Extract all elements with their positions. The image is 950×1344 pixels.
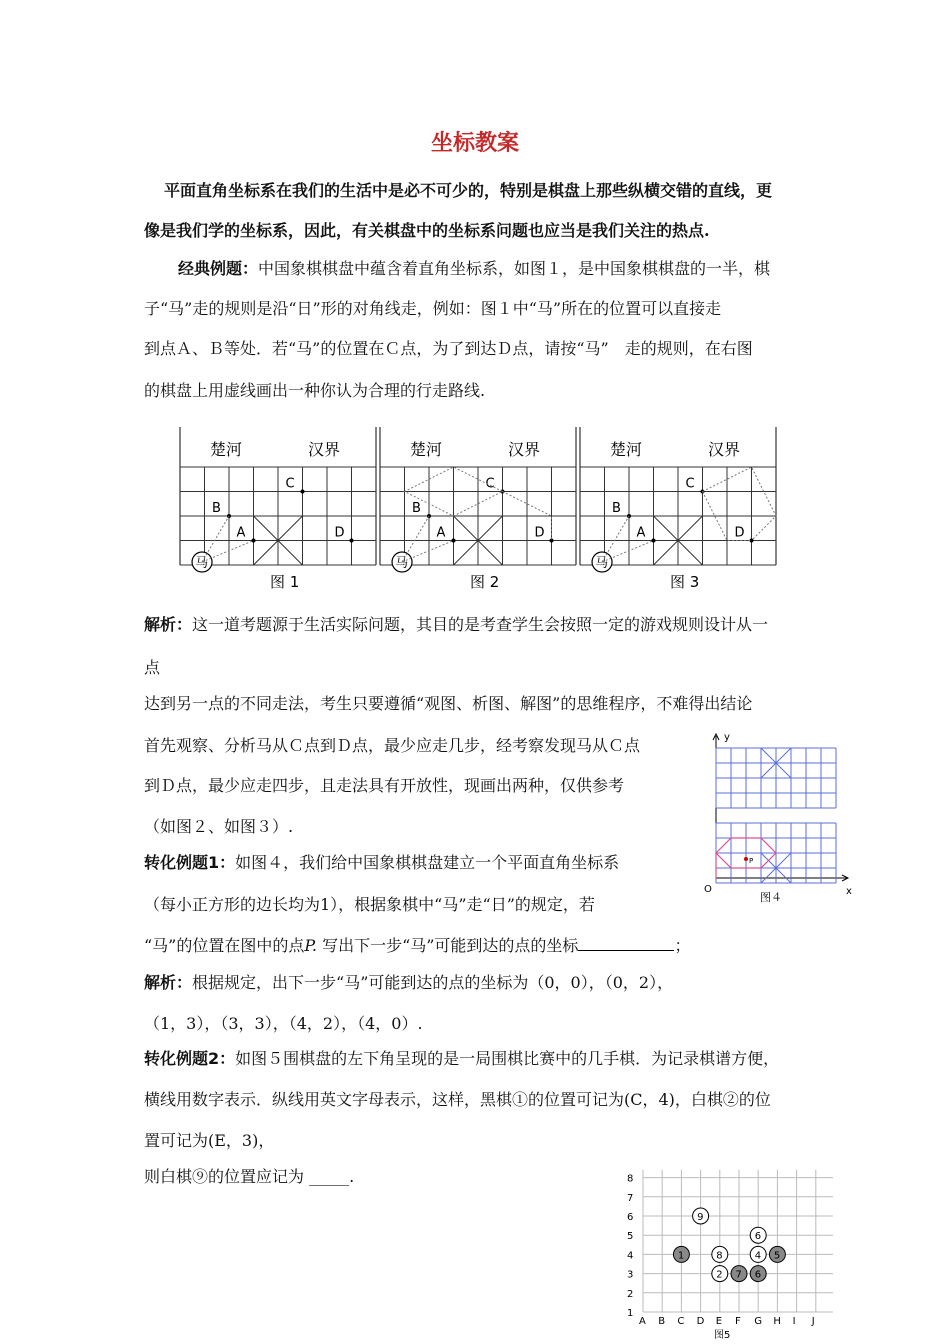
horse-move-path [402,541,453,563]
intro-line-2: 像是我们学的坐标系，因此，有关棋盘中的坐标系问题也应当是我们关注的热点. [144,221,710,240]
transform1-text-3a: “马”的位置在图中的点 [144,936,305,955]
transform1-line-2: （每小正方形的边长均为1），根据象棋中“马”走“日”的规定，若 [144,895,595,914]
transform2-line-4: 则白棋⑨的位置应记为 _____. [144,1167,355,1186]
row-label: 5 [627,1231,634,1243]
horse-piece-label: 马 [195,556,209,571]
point-label-b: B [412,501,421,516]
figure-4-label: 图４ [760,891,782,904]
transform2-line-1 [144,1046,779,1069]
intro-line-1: 平面直角坐标系在我们的生活中是必不可少的，特别是棋盘上那些纵横交错的直线，更 [164,181,773,200]
example-line-1 [178,256,770,279]
point-label-d: D [734,525,745,541]
column-label: C [677,1316,685,1327]
go-stone-number: 7 [735,1269,742,1281]
chess-board-2 [380,427,576,591]
point-label-a: A [436,525,446,541]
row-label: 1 [627,1308,634,1319]
analysis2-line-2: （1，3），（3，3），（4，2），（4，0）. [144,1014,423,1033]
point-p-label: P. [304,936,317,955]
page-title: 坐标教案 [430,131,519,156]
go-stone-number: 9 [697,1212,704,1223]
go-stone-number: 2 [716,1269,723,1281]
column-label: F [735,1316,741,1327]
analysis2-line-1 [144,970,673,993]
point-label-b: B [212,501,221,516]
transform2-line-2: 横线用数字表示．纵线用英文字母表示，这样，黑棋①的位置可记为(C，4)，白棋②的位 [144,1090,771,1109]
chess-boards-figure [170,425,790,600]
y-axis-label: y [724,732,730,743]
analysis2-text-1: 根据规定，出下一步“马”可能到达的点的坐标为（0，0），（0，2）， [192,973,674,992]
border-label: 汉界 [308,440,341,459]
go-stone-number: 5 [773,1250,781,1262]
point-label-d: D [534,525,545,541]
origin-label: O [704,884,712,895]
column-label: E [715,1316,723,1327]
transform1-line-3 [144,933,690,956]
x-axis-label: x [846,886,852,897]
go-stone-number: 4 [754,1250,762,1262]
point-label-c: C [485,476,495,492]
figure-label: 图 1 [270,573,300,591]
transform2-line-3: 置可记为(E，3)， [144,1131,275,1150]
river-label: 楚河 [610,440,643,459]
go-stone-number: 1 [677,1250,685,1262]
point-c [301,490,305,494]
go-stone-number: 8 [716,1250,723,1262]
row-label: 6 [627,1212,634,1223]
example-text-1: 中国象棋棋盘中蕴含着直角坐标系，如图１，是中国象棋棋盘的一半，棋 [258,259,771,278]
point-p-text: P [749,857,754,865]
chess-board-1 [180,427,376,591]
border-label: 汉界 [708,440,741,459]
transform1-label: 转化例题1： [144,853,236,872]
analysis1-line-5: 到Ｄ点，最少应走四步，且走法具有开放性，现画出两种，仅供参考 [144,776,625,795]
transform1-line-1 [144,850,619,873]
row-label: 4 [627,1250,634,1262]
answer-blank[interactable] [578,936,674,951]
column-label: H [773,1316,781,1327]
horse-move-path [202,541,253,563]
column-label: I [792,1316,796,1327]
example-line-3: 到点Ａ、Ｂ等处．若“马”的位置在Ｃ点，为了到达Ｄ点，请按“马” 走的规则，在右图 [144,339,753,358]
river-label: 楚河 [210,440,243,459]
analysis1-text-1: 这一道考题源于生活实际问题，其目的是考查学生会按照一定的游戏规则设计从一 [192,615,769,634]
analysis1-line-2: 点 [144,658,161,677]
point-label-c: C [685,476,695,492]
point-label-a: A [236,525,246,541]
analysis2-label: 解析： [144,973,193,992]
column-label: A [639,1316,646,1327]
point-p [744,857,748,861]
row-label: 8 [627,1173,634,1185]
horse-piece-label: 马 [395,556,409,571]
transform1-text-1: 如图４，我们给中国象棋棋盘建立一个平面直角坐标系 [235,853,620,872]
analysis1-line-4: 首先观察、分析马从Ｃ点到Ｄ点，最少应走几步，经考察发现马从Ｃ点 [144,736,641,755]
chess-board-3 [580,427,776,591]
point-label-a: A [636,525,646,541]
column-label: G [754,1316,762,1327]
figure-5-go-board [618,1152,833,1342]
example-line-2: 子“马”走的规则是沿“日”形的对角线走，例如：图１中“马”所在的位置可以直接走 [144,299,722,318]
row-label: 7 [627,1192,634,1204]
transform1-text-3b: 写出下一步“马”可能到达的点的坐标 [316,936,579,955]
figure-label: 图 3 [670,573,700,591]
go-stone-number: 6 [754,1269,762,1281]
point-label-d: D [334,525,345,541]
analysis1-label: 解析： [144,615,193,634]
analysis1-line-3: 达到另一点的不同走法，考生只要遵循“观图、析图、解图”的思维程序，不难得出结论 [144,694,753,713]
point-d [350,539,354,543]
go-stone-number: 6 [754,1231,762,1243]
point-label-b: B [612,501,621,516]
point-label-c: C [285,476,295,492]
horse-move-path [602,541,653,563]
row-label: 2 [627,1288,634,1300]
column-label: D [696,1316,705,1327]
transform1-text-3c: ； [674,936,691,955]
river-label: 楚河 [410,440,443,459]
transform2-label: 转化例题2： [144,1049,236,1068]
figure-label: 图 2 [470,573,500,591]
horse-piece-label: 马 [595,556,609,571]
column-label: J [811,1316,815,1327]
row-label: 3 [627,1269,634,1281]
analysis1-line-1 [144,612,768,635]
transform2-text-1: 如图５围棋盘的左下角呈现的是一局围棋比赛中的几手棋．为记录棋谱方便， [235,1049,780,1068]
analysis1-line-6: （如图２、如图３）. [144,817,294,836]
figure-4-coordinate-board [698,728,858,906]
border-label: 汉界 [508,440,541,459]
figure-5-label: 图5 [714,1330,731,1341]
example-label: 经典例题： [178,259,259,278]
column-label: B [658,1316,666,1327]
example-line-4: 的棋盘上用虚线画出一种你认为合理的行走路线. [144,381,486,400]
